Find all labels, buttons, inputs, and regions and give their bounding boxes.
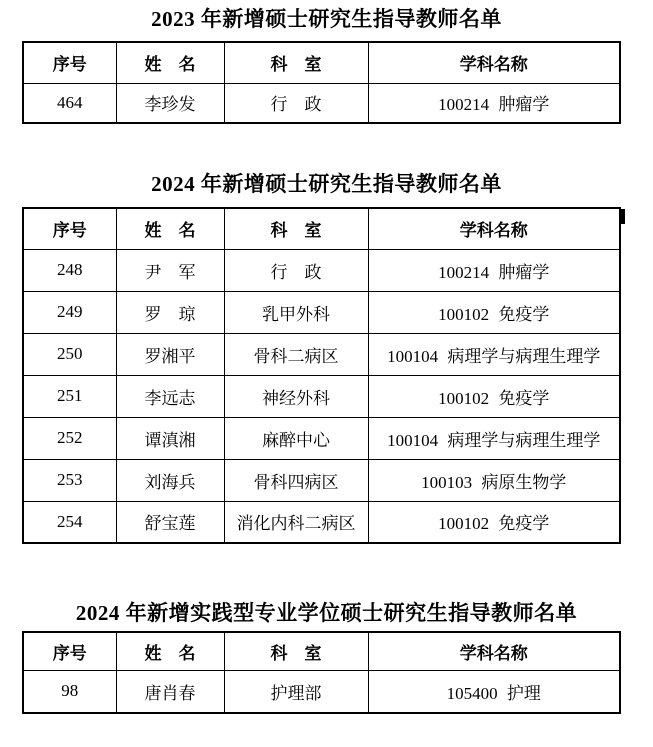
cell-subject: 100104 病理学与病理生理学 (368, 417, 620, 459)
cell-serial: 249 (23, 291, 116, 333)
header-row (23, 42, 620, 83)
table-row (23, 670, 620, 713)
header-row (23, 208, 620, 249)
col-header-name: 姓 名 (116, 208, 224, 249)
table-row (23, 501, 620, 543)
cell-name: 罗 琼 (116, 291, 224, 333)
section-title-2024-supervisors: 2024 年新增硕士研究生指导教师名单 (151, 172, 502, 196)
cell-name: 李远志 (116, 375, 224, 417)
table-row (23, 417, 620, 459)
cell-department: 骨科二病区 (224, 333, 368, 375)
col-header-subject: 学科名称 (368, 42, 620, 83)
table-row (23, 249, 620, 291)
cell-serial: 253 (23, 459, 116, 501)
cell-name: 刘海兵 (116, 459, 224, 501)
cell-subject: 100102 免疫学 (368, 501, 620, 543)
col-header-department: 科 室 (224, 632, 368, 670)
table-row (23, 459, 620, 501)
cell-subject: 100104 病理学与病理生理学 (368, 333, 620, 375)
cell-name: 李珍发 (116, 83, 224, 123)
col-header-subject: 学科名称 (368, 632, 620, 670)
section-title-2023-supervisors: 2023 年新增硕士研究生指导教师名单 (151, 7, 502, 31)
cell-department: 乳甲外科 (224, 291, 368, 333)
col-header-department: 科 室 (224, 42, 368, 83)
cell-name: 舒宝莲 (116, 501, 224, 543)
col-header-subject: 学科名称 (368, 208, 620, 249)
cell-name: 唐肖春 (116, 670, 224, 713)
col-header-serial: 序号 (23, 42, 116, 83)
header-row (23, 632, 620, 670)
cell-serial: 252 (23, 417, 116, 459)
practice-supervisor-table-2024 (22, 631, 621, 714)
cell-name: 谭滇湘 (116, 417, 224, 459)
cell-subject: 100214 肿瘤学 (368, 249, 620, 291)
table-row (23, 333, 620, 375)
col-header-serial: 序号 (23, 632, 116, 670)
cell-serial: 251 (23, 375, 116, 417)
supervisor-table-2024 (22, 207, 621, 544)
cell-serial: 248 (23, 249, 116, 291)
cell-subject: 100102 免疫学 (368, 375, 620, 417)
cell-department: 骨科四病区 (224, 459, 368, 501)
cell-department: 消化内科二病区 (224, 501, 368, 543)
cell-serial: 98 (23, 670, 116, 713)
cell-subject: 100214 肿瘤学 (368, 83, 620, 123)
section-title-2024-practice-supervisors: 2024 年新增实践型专业学位硕士研究生指导教师名单 (75, 601, 578, 625)
cell-department: 行 政 (224, 83, 368, 123)
supervisor-table-2023 (22, 41, 621, 124)
table-row (23, 375, 620, 417)
col-header-name: 姓 名 (116, 632, 224, 670)
cell-department: 行 政 (224, 249, 368, 291)
cell-department: 护理部 (224, 670, 368, 713)
stray-mark (621, 209, 625, 224)
cell-serial: 254 (23, 501, 116, 543)
cell-department: 神经外科 (224, 375, 368, 417)
cell-department: 麻醉中心 (224, 417, 368, 459)
cell-serial: 464 (23, 83, 116, 123)
cell-name: 罗湘平 (116, 333, 224, 375)
cell-subject: 105400 护理 (368, 670, 620, 713)
cell-subject: 100102 免疫学 (368, 291, 620, 333)
cell-name: 尹 军 (116, 249, 224, 291)
cell-serial: 250 (23, 333, 116, 375)
cell-subject: 100103 病原生物学 (368, 459, 620, 501)
col-header-name: 姓 名 (116, 42, 224, 83)
col-header-serial: 序号 (23, 208, 116, 249)
table-row (23, 291, 620, 333)
col-header-department: 科 室 (224, 208, 368, 249)
table-row (23, 83, 620, 123)
